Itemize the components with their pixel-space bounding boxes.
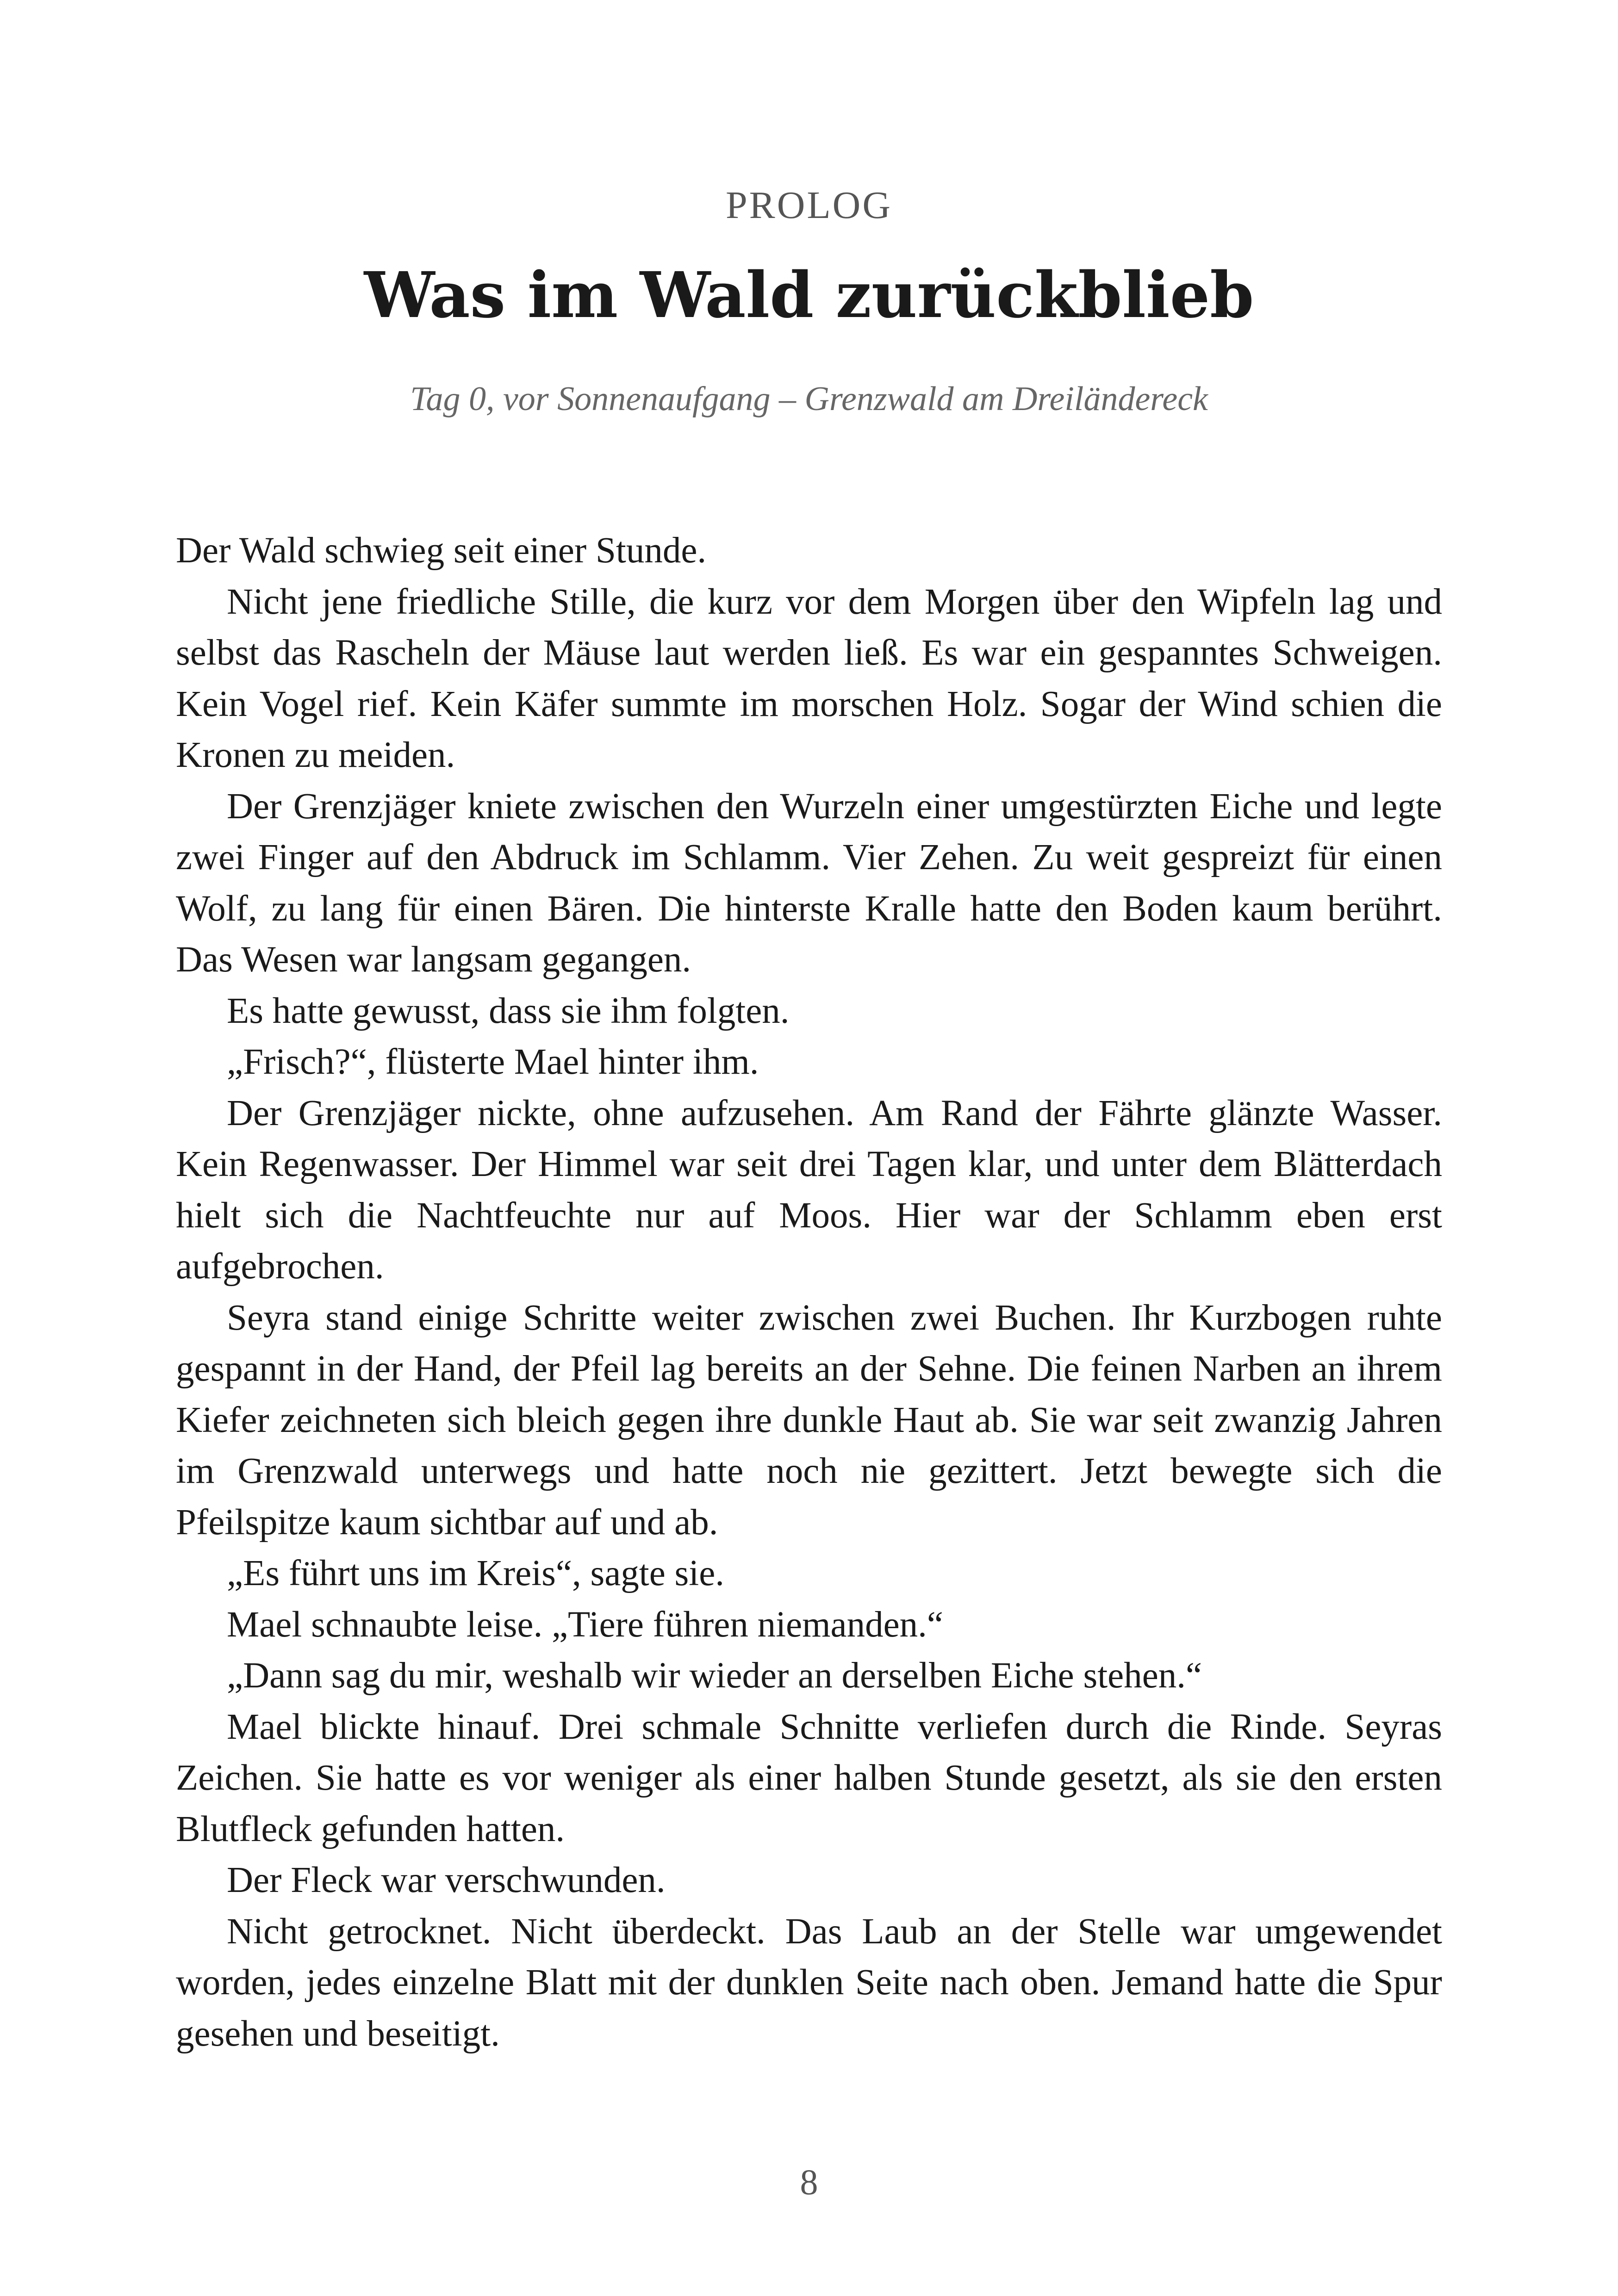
paragraph: Der Grenzjäger nickte, ohne aufzusehen. Am Rand der Fährte glänzte Wasser. Kein Regenwasser. Der Himmel war seit drei Tagen klar, und unter dem Blätterdach hielt sich die Nachtfeuchte nur auf Moos. Hier war der Schlamm eben erst aufgebrochen. xyxy=(176,1093,1442,1287)
chapter-label: PROLOG xyxy=(725,184,893,227)
paragraph: Der Fleck war verschwunden. xyxy=(227,1860,666,1900)
paragraph: Der Wald schwieg seit einer Stunde. xyxy=(176,530,707,571)
paragraph: „Frisch?“, flüsterte Mael hinter ihm. xyxy=(227,1042,759,1082)
paragraph: Seyra stand einige Schritte weiter zwischen zwei Buchen. Ihr Kurzbogen ruhte gespannt in der Hand, der Pfeil lag bereits an der Sehne. Die feinen Narben an ihrem Kiefer zeichneten sich bleich gegen ihre dunkle Haut ab. Sie war seit zwanzig Jahren im Grenzwald unterwegs und hatte noch nie gezittert. Jetzt bewegte sich die Pfeilspitze kaum sichtbar auf und ab. xyxy=(176,1297,1442,1543)
paragraph: Nicht getrocknet. Nicht überdeckt. Das Laub an der Stelle war umgewendet worden, jedes einzelne Blatt mit der dunklen Seite nach oben. Jemand hatte die Spur gesehen und beseitigt. xyxy=(176,1911,1442,2054)
paragraph: Mael blickte hinauf. Drei schmale Schnitte verliefen durch die Rinde. Seyras Zeichen. Sie hatte es vor weniger als einer halben Stunde gesetzt, als sie den ersten Blutfleck gefunden hatten. xyxy=(176,1706,1442,1849)
paragraph: Es hatte gewusst, dass sie ihm folgten. xyxy=(227,990,790,1031)
chapter-title: Was im Wald zurückblieb xyxy=(364,258,1254,332)
paragraph: „Dann sag du mir, weshalb wir wieder an derselben Eiche stehen.“ xyxy=(227,1655,1202,1696)
chapter-body xyxy=(176,525,1442,2060)
paragraph: Der Grenzjäger kniete zwischen den Wurzeln einer umgestürzten Eiche und legte zwei Finger auf den Abdruck im Schlamm. Vier Zehen. Zu weit gespreizt für einen Wolf, zu lang für einen Bären. Die hinterste Kralle hatte den Boden kaum berührt. Das Wesen war langsam gegangen. xyxy=(176,786,1442,980)
paragraph: Nicht jene friedliche Stille, die kurz vor dem Morgen über den Wipfeln lag und selbst das Rascheln der Mäuse laut werden ließ. Es war ein gespanntes Schweigen. Kein Vogel rief. Kein Käfer summte im morschen Holz. Sogar der Wind schien die Kronen zu meiden. xyxy=(176,581,1442,775)
paragraph: Mael schnaubte leise. „Tiere führen niemanden.“ xyxy=(227,1604,943,1645)
paragraph: „Es führt uns im Kreis“, sagte sie. xyxy=(227,1553,725,1593)
chapter-subtitle: Tag 0, vor Sonnenaufgang – Grenzwald am Dreiländereck xyxy=(410,380,1208,418)
page-number: 8 xyxy=(800,2162,818,2202)
